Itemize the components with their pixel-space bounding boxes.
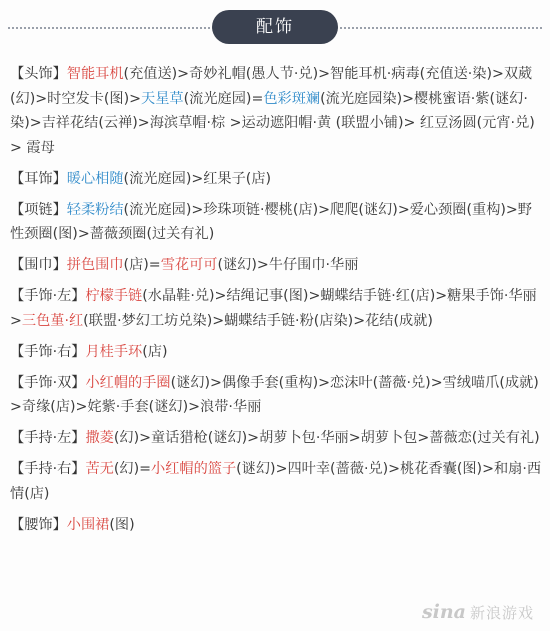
slot-label: 【手饰·双】 bbox=[10, 374, 86, 391]
slot-label: 【手饰·左】 bbox=[10, 288, 86, 304]
slot-label: 【手持·右】 bbox=[10, 461, 86, 477]
entry-ear bbox=[10, 167, 542, 192]
highlighted-item-name: 小红帽的手圈 bbox=[85, 374, 171, 391]
watermark-logo bbox=[422, 599, 534, 625]
entry-hand-right bbox=[10, 340, 542, 365]
entry-text: (图) bbox=[109, 516, 135, 533]
entry-text: (幻)= bbox=[113, 461, 151, 477]
section-header bbox=[0, 0, 550, 50]
slot-label: 【耳饰】 bbox=[10, 170, 67, 187]
entry-text: (谜幻)>四叶幸(蔷薇·兑)>桃花香囊(图)>和扇·西情(店) bbox=[10, 461, 542, 502]
highlighted-item-name: 柠檬手链 bbox=[85, 288, 143, 304]
entry-text: (流光庭园)>珍珠项链·樱桃(店)>爬爬(谜幻)>爱心颈圈(重构)>野性颈圈(图)>蔷薇颈圈(过关有礼) bbox=[10, 201, 532, 242]
highlighted-item-name: 小红帽的篮子 bbox=[151, 461, 237, 477]
entry-text: (谜幻)>偶像手套(重构)>恋沫叶(蔷薇·兑)>雪绒喵爪(成就)>奇缘(店)>姹紫·手套(谜幻)>浪带·华丽 bbox=[10, 374, 539, 415]
entry-text: (联盟·梦幻工坊兑染)>蝴蝶结手链·粉(店染)>花结(成就) bbox=[83, 312, 433, 329]
highlighted-item-name: 智能耳机 bbox=[66, 66, 124, 82]
highlighted-item-name: 雪花可可 bbox=[160, 257, 218, 273]
entry-neck bbox=[10, 198, 542, 247]
highlighted-item-name: 轻柔粉结 bbox=[66, 201, 124, 218]
section-title: 配饰 bbox=[212, 10, 338, 44]
highlighted-item-name: 月桂手环 bbox=[85, 343, 143, 360]
entry-text: (幻)>童话猎枪(谜幻)>胡萝卜包·华丽>胡萝卜包>蔷薇恋(过关有礼) bbox=[113, 430, 540, 446]
slot-label: 【腰饰】 bbox=[10, 516, 67, 533]
entry-waist bbox=[10, 513, 542, 538]
entry-text: (流光庭园)= bbox=[183, 90, 264, 107]
entry-head bbox=[10, 62, 542, 160]
sina-logo: sina bbox=[421, 601, 466, 623]
entry-hand-both bbox=[10, 371, 542, 420]
entry-text: (店)= bbox=[123, 257, 161, 273]
highlighted-item-name: 苦无 bbox=[85, 461, 114, 477]
watermark-label: 新浪游戏 bbox=[469, 603, 534, 622]
slot-label: 【项链】 bbox=[10, 201, 67, 218]
entry-text: (谜幻)>牛仔围巾·华丽 bbox=[217, 257, 359, 273]
highlighted-item-name: 色彩斑斓 bbox=[263, 90, 321, 107]
entry-text: (店) bbox=[142, 343, 168, 360]
entry-held-left bbox=[10, 426, 542, 451]
entry-text: (流光庭园)>红果子(店) bbox=[123, 170, 272, 187]
highlighted-item-name: 拼色围巾 bbox=[66, 257, 124, 273]
entry-held-right bbox=[10, 457, 542, 506]
slot-label: 【手饰·右】 bbox=[10, 343, 86, 360]
highlighted-item-name: 天星草 bbox=[141, 90, 184, 107]
entry-text: (水晶鞋·兑)>结绳记事(图)>蝴蝶结手链·红(店)>糖果手饰·华丽> bbox=[10, 288, 537, 329]
slot-label: 【手持·左】 bbox=[10, 430, 86, 446]
slot-label: 【围巾】 bbox=[10, 257, 67, 273]
entry-text: (流光庭园染)>樱桃蜜语·紫(谜幻·染)>吉祥花结(云禅)>海滨草帽·棕 >运动遮阳帽·黄 (联盟小铺)> 红豆汤圆(元宵·兑)> 霞母 bbox=[10, 90, 535, 156]
entry-text: (充值送)>奇妙礼帽(愚人节·兑)>智能耳机·病毒(充值送·染)>双葳(幻)>时空发卡(图)> bbox=[10, 66, 533, 107]
highlighted-item-name: 三色堇·红 bbox=[21, 312, 84, 329]
entry-scarf bbox=[10, 253, 542, 278]
slot-label: 【头饰】 bbox=[10, 66, 67, 82]
accessory-list bbox=[10, 62, 542, 544]
highlighted-item-name: 小围裙 bbox=[66, 516, 110, 533]
entry-hand-left bbox=[10, 284, 542, 333]
highlighted-item-name: 暖心相随 bbox=[66, 170, 124, 187]
highlighted-item-name: 撒菱 bbox=[85, 430, 114, 446]
